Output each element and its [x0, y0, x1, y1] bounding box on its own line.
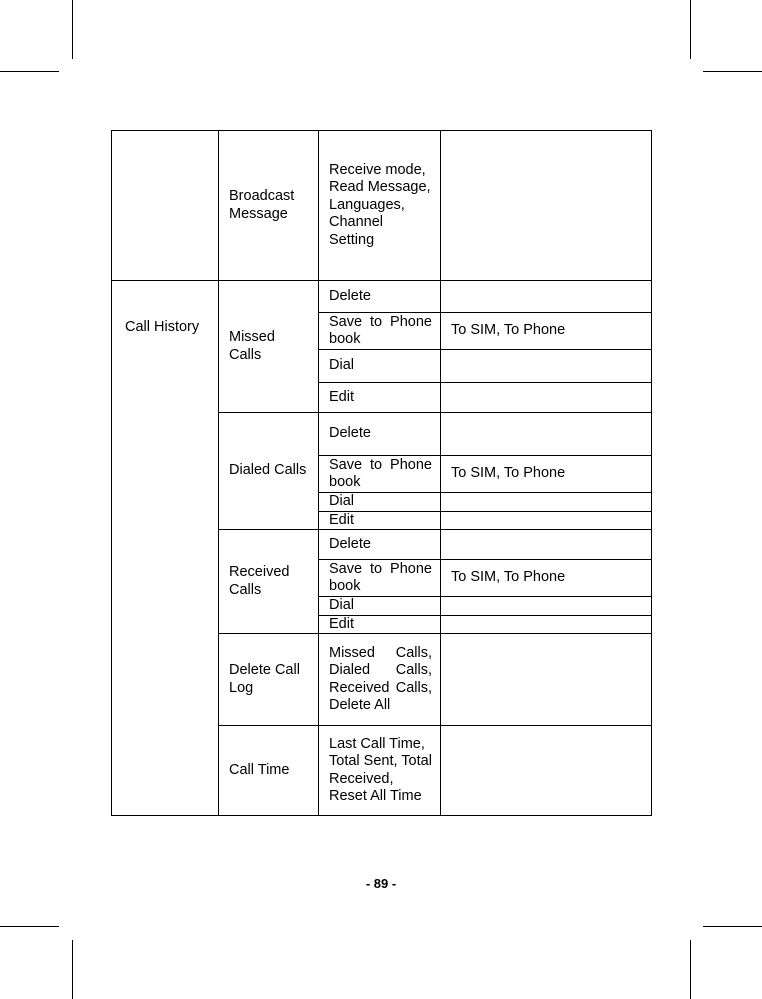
table-row — [112, 281, 652, 313]
table-row — [112, 131, 652, 281]
submenu-label: Missed Calls — [219, 281, 319, 413]
option-detail: To SIM, To Phone — [441, 560, 652, 597]
crop-mark — [690, 940, 691, 999]
empty-cell — [441, 726, 652, 816]
submenu-label: Dialed Calls — [219, 413, 319, 530]
submenu-options: Receive mode, Read Message, Languages, Channel Setting — [319, 131, 441, 281]
crop-mark — [703, 71, 762, 72]
submenu-label: Broadcast Message — [219, 131, 319, 281]
menu-tree-table — [111, 130, 652, 816]
empty-cell — [441, 511, 652, 530]
crop-mark — [0, 71, 59, 72]
submenu-options: Missed Calls, Dialed Calls, Received Calls, Delete All — [319, 634, 441, 726]
option-cell: Dial — [319, 350, 441, 383]
empty-cell — [441, 493, 652, 512]
empty-cell — [441, 413, 652, 456]
empty-cell — [441, 383, 652, 413]
crop-mark — [690, 0, 691, 59]
empty-cell — [441, 131, 652, 281]
submenu-label: Received Calls — [219, 530, 319, 634]
empty-cell — [441, 530, 652, 560]
crop-mark — [72, 0, 73, 59]
submenu-label: Call Time — [219, 726, 319, 816]
option-detail: To SIM, To Phone — [441, 313, 652, 350]
option-cell: Save to Phone book — [319, 313, 441, 350]
option-cell: Edit — [319, 383, 441, 413]
submenu-options: Last Call Time, Total Sent, Total Received, Reset All Time — [319, 726, 441, 816]
option-cell: Delete — [319, 281, 441, 313]
option-cell: Edit — [319, 511, 441, 530]
submenu-label: Delete Call Log — [219, 634, 319, 726]
crop-mark — [72, 940, 73, 999]
crop-mark — [703, 926, 762, 927]
option-detail: To SIM, To Phone — [441, 456, 652, 493]
option-cell: Edit — [319, 615, 441, 634]
crop-mark — [0, 926, 59, 927]
empty-cell — [441, 615, 652, 634]
page-number: - 89 - — [365, 876, 397, 891]
menu-label: Call History — [112, 281, 219, 816]
option-cell: Delete — [319, 413, 441, 456]
empty-cell — [441, 350, 652, 383]
option-cell: Dial — [319, 493, 441, 512]
empty-cell — [112, 131, 219, 281]
option-cell: Delete — [319, 530, 441, 560]
option-cell: Save to Phone book — [319, 456, 441, 493]
option-cell: Save to Phone book — [319, 560, 441, 597]
empty-cell — [441, 634, 652, 726]
option-cell: Dial — [319, 597, 441, 616]
empty-cell — [441, 597, 652, 616]
empty-cell — [441, 281, 652, 313]
